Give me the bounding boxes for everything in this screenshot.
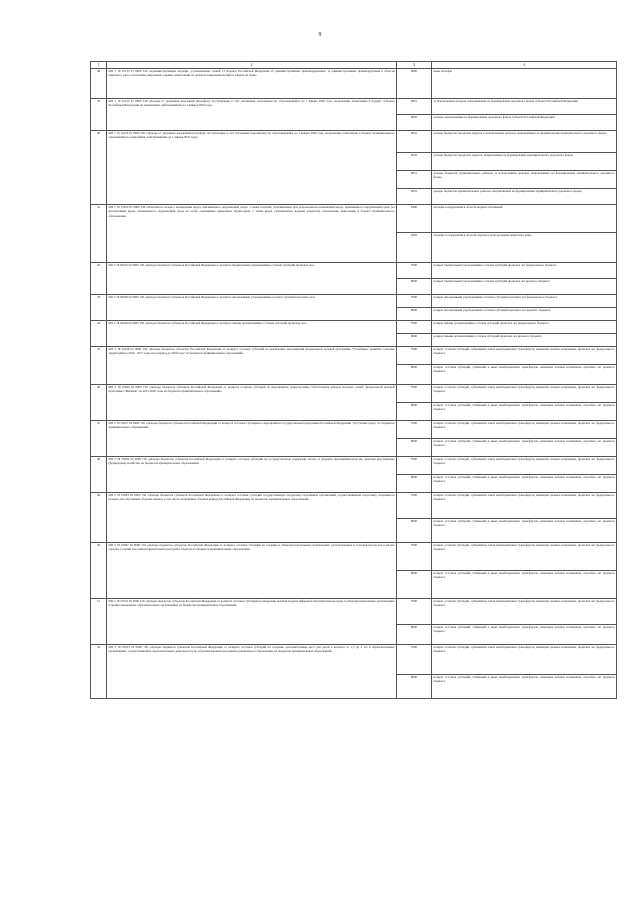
subtype-code: 8000 — [397, 474, 432, 492]
subtype-code: 8000 — [397, 278, 432, 294]
subtype-code: 0042 — [397, 152, 432, 170]
header-col-4: 4 — [432, 62, 617, 69]
row-number: 50 — [91, 542, 107, 598]
subtype-code: 8000 — [397, 624, 432, 644]
header-col-2: 2 — [107, 62, 397, 69]
subtype-code: 7000 — [397, 294, 432, 307]
subtype-code: 8000 — [397, 570, 432, 598]
subtype-description: возврат остатков субсидий, субвенций и иных межбюджетных трансфертов, имеющих целевое назначение, прошлых лет федерального бюджета — [432, 598, 617, 624]
revenue-code-description: 000 1 16 10123 01 0000 140 «Доходы от денежных взысканий (штрафов), поступающие в счет погашения задолженности, образовавшейся до 1 января 2020 года, подлежащие зачислению в бюджет муниципального образования по нормативам, действовавшим до 1 января 2019 года» — [107, 130, 397, 204]
revenue-code-description: 000 2 18 02030 02 0000 150 «Доходы бюджетов субъектов Российской Федерации от возврата иными организациями остатков субсидий прошлых лет» — [107, 320, 397, 346]
header-col-1: 1 — [91, 62, 107, 69]
table-row — [91, 384, 617, 402]
revenue-code-description: 000 2 18 25097 02 0000 150 «Доходы бюджетов субъектов Российской Федерации от возврата остатков субсидий на создание в общеобразовательных организациях, расположенных в сельской местности и малых городах, условий для занятий физической культурой и спортом из бюджетов муниципальных образований» — [107, 542, 397, 598]
subtype-description: возврат остатков субсидий, субвенций и иных межбюджетных трансфертов, имеющих целевое назначение, прошлых лет краевого бюджета — [432, 364, 617, 384]
subtype-code: 7000 — [397, 320, 432, 333]
subtype-code: 7000 — [397, 420, 432, 438]
table-row — [91, 598, 617, 624]
row-number: 49 — [91, 492, 107, 542]
subtype-code: 7000 — [397, 644, 432, 674]
subtype-code: 8000 — [397, 438, 432, 456]
subtype-description: штрафы за нарушения в области водных отношений — [432, 204, 617, 232]
subtype-description: доходы, направляемые на формирование дорожного фонда субъекта Российской Федерации — [432, 114, 617, 130]
revenue-code-description: 000 2 18 02020 02 0000 150 «Доходы бюджетов субъектов Российской Федерации от возврата автономными учреждениями остатков субсидий прошлых лет» — [107, 294, 397, 320]
table-row — [91, 456, 617, 474]
subtype-code: 0041 — [397, 130, 432, 152]
row-number: 52 — [91, 644, 107, 698]
subtype-code: 8000 — [397, 333, 432, 346]
subtype-description: возврат остатков субсидий, субвенций и иных межбюджетных трансфертов, имеющих целевое назначение, прошлых лет федерального бюджета — [432, 492, 617, 518]
table-row — [91, 262, 617, 278]
subtype-description: иные штрафы — [432, 68, 617, 98]
revenue-code-description: 000 1 16 10122 01 0000 140 «Доходы от денежных взысканий (штрафов), поступающие в счет погашения задолженности, образовавшейся до 1 января 2020 года, подлежащие зачислению в бюджет субъекта Российской Федерации по нормативам, действовавшим до 1 января 2020 года» — [107, 98, 397, 130]
revenue-code-description: 000 2 18 02010 02 0000 150 «Доходы бюджетов субъектов Российской Федерации от возврата бюджетными учреждениями остатков субсидий прошлых лет» — [107, 262, 397, 294]
revenue-codes-table — [90, 61, 617, 699]
subtype-description: возврат остатков субсидий, субвенций и иных межбюджетных трансфертов, имеющих целевое назначение, прошлых лет федерального бюджета — [432, 542, 617, 570]
subtype-description: возврат остатков субсидий, субвенций и иных межбюджетных трансфертов, имеющих целевое назначение, прошлых лет федерального бюджета — [432, 384, 617, 402]
table-row — [91, 492, 617, 518]
subtype-description: возврат остатков субсидий, субвенций и иных межбюджетных трансфертов, имеющих целевое назначение, прошлых лет краевого бюджета — [432, 402, 617, 420]
row-number: 38 — [91, 68, 107, 98]
subtype-description: возврат остатков субсидий, субвенций и иных межбюджетных трансфертов, имеющих целевое назначение, прошлых лет краевого бюджета — [432, 674, 617, 698]
table-row — [91, 320, 617, 333]
subtype-description: штрафы за нарушения в области охраны и использования животного мира — [432, 232, 617, 262]
subtype-description: возврат иными организациями остатков субсидий прошлых лет краевого бюджета — [432, 333, 617, 346]
subtype-description: доходы бюджетов муниципальных районов, направляемые на формирование муниципального дорожного фонда — [432, 188, 617, 204]
subtype-code: 7000 — [397, 598, 432, 624]
row-number: 43 — [91, 294, 107, 320]
subtype-code: 0052 — [397, 188, 432, 204]
subtype-description: возврат остатков субсидий, субвенций и иных межбюджетных трансфертов, имеющих целевое назначение, прошлых лет федерального бюджета — [432, 346, 617, 364]
table-row — [91, 98, 617, 114]
subtype-description: возврат остатков субсидий, субвенций и иных межбюджетных трансфертов, имеющих целевое назначение, прошлых лет краевого бюджета — [432, 570, 617, 598]
subtype-description: возврат автономными учреждениями остатков субсидий прошлых лет федерального бюджета — [432, 294, 617, 307]
subtype-code: 7000 — [397, 492, 432, 518]
row-number: 40 — [91, 130, 107, 204]
revenue-code-description: 000 1 16 01133 01 0000 140 «Административные штрафы, установленные главой 13 Кодекса Российской Федерации об административных правонарушениях, за административные правонарушения в области воинского учета, налагаемые мировыми судьями, комиссиями по делам несовершеннолетних и защите их прав» — [107, 68, 397, 98]
subtype-code: 9000 — [397, 68, 432, 98]
subtype-code: 0402 — [397, 232, 432, 262]
subtype-code: 8000 — [397, 674, 432, 698]
row-number: 51 — [91, 598, 107, 644]
row-number: 39 — [91, 98, 107, 130]
subtype-description: возврат остатков субсидий, субвенций и иных межбюджетных трансфертов, имеющих целевое назначение, прошлых лет краевого бюджета — [432, 624, 617, 644]
row-number: 45 — [91, 346, 107, 384]
row-number: 44 — [91, 320, 107, 346]
subtype-description: доходы бюджетов городских округов за исключением доходов, направляемых на формирование муниципального дорожного фонда — [432, 130, 617, 152]
table-row — [91, 644, 617, 674]
page-number: 9 — [318, 32, 322, 38]
table-body — [91, 68, 617, 698]
subtype-description: доходы бюджетов городских округов, направляемые на формирование муниципального дорожного фонда — [432, 152, 617, 170]
subtype-description: возврат бюджетными учреждениями остатков субсидий прошлых лет краевого бюджета — [432, 278, 617, 294]
row-number: 41 — [91, 204, 107, 262]
table-row — [91, 346, 617, 364]
subtype-code: 8000 — [397, 518, 432, 542]
revenue-code-description: 000 1 16 11050 01 0000 140 «Платежи по искам о возмещении вреда, причиненного окружающей среде, а также платежи, уплачиваемые при добровольном возмещении вреда, причиненного окружающей среде (за исключением вреда, причиненного окружающей среде на особо охраняемых природных территориях, а также вреда, причиненного водным объектам), подлежащие зачислению в бюджет муниципального образования» — [107, 204, 397, 262]
table-row — [91, 204, 617, 232]
subtype-code: 0051 — [397, 170, 432, 188]
table-row — [91, 68, 617, 98]
subtype-code: 8000 — [397, 402, 432, 420]
table-row — [91, 420, 617, 438]
revenue-code-description: 000 2 18 25020 02 0000 150 «Доходы бюджетов субъектов Российской Федерации от возврата остатков субсидий на мероприятия подпрограммы "Обеспечение жильем молодых семей" федеральной целевой программы "Жилище" на 2015-2020 годы из бюджетов муниципальных образований» — [107, 384, 397, 420]
subtype-code: 8000 — [397, 307, 432, 320]
row-number: 42 — [91, 262, 107, 294]
subtype-description: возврат остатков субсидий, субвенций и иных межбюджетных трансфертов, имеющих целевое назначение, прошлых лет федерального бюджета — [432, 456, 617, 474]
subtype-description: возврат остатков субсидий, субвенций и иных межбюджетных трансфертов, имеющих целевое назначение, прошлых лет краевого бюджета — [432, 518, 617, 542]
subtype-description: доходы бюджетов муниципальных районов за исключением доходов, направляемых на формирование муниципального дорожного фонда — [432, 170, 617, 188]
subtype-description: возврат остатков субсидий, субвенций и иных межбюджетных трансфертов, имеющих целевое назначение, прошлых лет краевого бюджета — [432, 438, 617, 456]
subtype-code: 0002 — [397, 114, 432, 130]
revenue-code-description: 000 2 18 25081 02 0000 150 «Доходы бюджетов субъектов Российской Федерации от возврата остатков субсидий государственную поддержку спортивных организаций, осуществляющих подготовку спортивного резерва для спортивных сборных команд, в том числе спортивных сборных команд Российской Федерации, из бюджетов муниципальных образований» — [107, 492, 397, 542]
table-row — [91, 294, 617, 307]
subtype-description: возврат иными организациями остатков субсидий прошлых лет федерального бюджета — [432, 320, 617, 333]
table-row — [91, 542, 617, 570]
subtype-code: 7000 — [397, 456, 432, 474]
header-col-3: 3 — [397, 62, 432, 69]
revenue-code-description: 000 2 18 25210 02 0000 150 «Доходы бюджетов субъектов Российской Федерации от возврата остатков субсидий на внедрение целевой модели цифровой образовательной среды в общеобразовательных организациях и профессиональных образовательных организациях из бюджетов муниципальных образований» — [107, 598, 397, 644]
subtype-code: 8000 — [397, 364, 432, 384]
subtype-code: 7000 — [397, 346, 432, 364]
revenue-code-description: 000 2 18 25064 02 0000 150 «Доходы бюджетов субъектов Российской Федерации от возврата остатков субсидий на государственную поддержку малого и среднего предпринимательства, включая крестьянские (фермерские) хозяйства, из бюджетов муниципальных образований» — [107, 456, 397, 492]
revenue-code-description: 000 2 18 25253 02 0000 150 «Доходы бюджетов субъектов Российской Федерации от возврата остатков субсидий на создание дополнительных мест для детей в возрасте от 1,5 до 3 лет в образовательных организациях, осуществляющих образовательную деятельность по образовательным программам дошкольного образования, из бюджетов муниципальных образований» — [107, 644, 397, 698]
revenue-code-description: 000 2 18 25027 02 0000 150 «Доходы бюджетов субъектов Российской Федерации от возврата остатков субсидий на мероприятия государственной программы Российской Федерации "Доступная среда" из бюджетов муниципальных образований» — [107, 420, 397, 456]
subtype-description: возврат остатков субсидий, субвенций и иных межбюджетных трансфертов, имеющих целевое назначение, прошлых лет краевого бюджета — [432, 474, 617, 492]
subtype-description: возврат автономными учреждениями остатков субсидий прошлых лет краевого бюджета — [432, 307, 617, 320]
row-number: 46 — [91, 384, 107, 420]
subtype-description: возврат бюджетными учреждениями остатков субсидий прошлых лет федерального бюджета — [432, 262, 617, 278]
subtype-code: 0001 — [397, 98, 432, 114]
subtype-description: возврат остатков субсидий, субвенций и иных межбюджетных трансфертов, имеющих целевое назначение, прошлых лет федерального бюджета — [432, 420, 617, 438]
subtype-code: 0400 — [397, 204, 432, 232]
table-row — [91, 130, 617, 152]
revenue-code-description: 000 2 18 25018 02 0000 150 «Доходы бюджетов субъектов Российской Федерации от возврата остатков субсидий на реализацию мероприятий федеральной целевой программы "Устойчивое развитие сельских территорий на 2014 - 2017 годы и на период до 2020 года" из бюджетов муниципальных образований» — [107, 346, 397, 384]
subtype-code: 7000 — [397, 262, 432, 278]
subtype-description: за исключением доходов, направляемых на формирование дорожного фонда субъекта Российской Федерации — [432, 98, 617, 114]
row-number: 47 — [91, 420, 107, 456]
subtype-description: возврат остатков субсидий, субвенций и иных межбюджетных трансфертов, имеющих целевое назначение, прошлых лет федерального бюджета — [432, 644, 617, 674]
subtype-code: 7000 — [397, 384, 432, 402]
row-number: 48 — [91, 456, 107, 492]
subtype-code: 7000 — [397, 542, 432, 570]
